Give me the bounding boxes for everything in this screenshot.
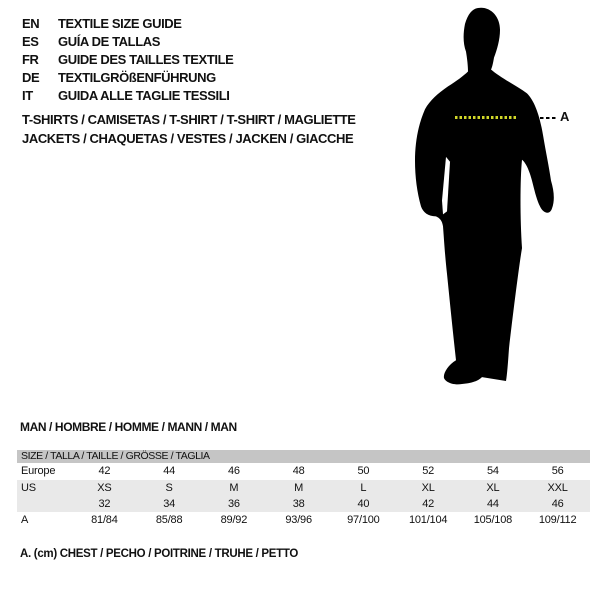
size-cell: 56 bbox=[551, 465, 564, 477]
language-title: GUIDE DES TAILLES TEXTILE bbox=[58, 52, 234, 67]
size-table bbox=[17, 450, 590, 529]
language-row bbox=[22, 69, 233, 87]
language-row bbox=[22, 51, 233, 69]
size-cell: 44 bbox=[486, 498, 499, 510]
size-cell: 32 bbox=[98, 498, 111, 510]
size-cell: M bbox=[229, 482, 239, 494]
size-cell: 89/92 bbox=[220, 514, 248, 526]
size-cell: 46 bbox=[551, 498, 564, 510]
language-row bbox=[22, 87, 233, 105]
language-title: GUÍA DE TALLAS bbox=[58, 34, 161, 49]
language-title: TEXTILGRÖßENFÜHRUNG bbox=[58, 70, 216, 85]
size-cell: 44 bbox=[163, 465, 176, 477]
language-title: GUIDA ALLE TAGLIE TESSILI bbox=[58, 88, 230, 103]
size-cell: 105/108 bbox=[473, 514, 513, 526]
size-cell: 52 bbox=[422, 465, 435, 477]
size-cell: 38 bbox=[292, 498, 305, 510]
size-cell: 34 bbox=[163, 498, 176, 510]
category-tshirts: T-SHIRTS / CAMISETAS / T-SHIRT / T-SHIRT / MAGLIETTE bbox=[22, 112, 356, 127]
garment-categories bbox=[22, 110, 356, 148]
size-cell: 97/100 bbox=[347, 514, 380, 526]
size-cell: 50 bbox=[357, 465, 370, 477]
table-row-europe bbox=[17, 463, 590, 480]
size-cell: S bbox=[165, 482, 173, 494]
man-silhouette-image bbox=[412, 6, 562, 388]
size-table-header: SIZE / TALLA / TAILLE / GRÖSSE / TAGLIA bbox=[17, 450, 590, 463]
table-row-us-numeric bbox=[17, 496, 590, 512]
language-code: FR bbox=[22, 52, 39, 67]
size-cell: M bbox=[294, 482, 304, 494]
size-cell: XS bbox=[97, 482, 112, 494]
size-cell: 54 bbox=[486, 465, 499, 477]
section-title: MAN / HOMBRE / HOMME / MANN / MAN bbox=[20, 420, 237, 434]
language-row bbox=[22, 15, 233, 33]
language-row bbox=[22, 33, 233, 51]
language-code: ES bbox=[22, 34, 39, 49]
row-label: A bbox=[21, 514, 29, 526]
size-cell: 40 bbox=[357, 498, 370, 510]
language-title: TEXTILE SIZE GUIDE bbox=[58, 16, 182, 31]
measure-pointer-dashes bbox=[540, 117, 557, 119]
size-cell: 101/104 bbox=[408, 514, 448, 526]
size-cell: 109/112 bbox=[538, 514, 577, 526]
chest-measure-dotted-line bbox=[455, 116, 517, 119]
language-list bbox=[22, 15, 233, 105]
language-code: DE bbox=[22, 70, 40, 85]
size-cell: 93/96 bbox=[285, 514, 312, 526]
measure-label-a: A bbox=[560, 109, 570, 124]
measurement-footnote: A. (cm) CHEST / PECHO / POITRINE / TRUHE / PETTO bbox=[20, 548, 299, 560]
size-cell: L bbox=[360, 482, 367, 494]
size-cell: 81/84 bbox=[91, 514, 118, 526]
size-cell: 46 bbox=[227, 465, 240, 477]
language-code: EN bbox=[22, 16, 40, 31]
size-cell: 42 bbox=[422, 498, 435, 510]
row-label bbox=[17, 496, 72, 512]
size-cell: 48 bbox=[292, 465, 305, 477]
row-label: Europe bbox=[21, 465, 56, 477]
table-row-us bbox=[17, 480, 590, 496]
language-code: IT bbox=[22, 88, 33, 103]
category-jackets: JACKETS / CHAQUETAS / VESTES / JACKEN / GIACCHE bbox=[22, 131, 354, 146]
size-cell: XXL bbox=[547, 482, 568, 494]
size-cell: XL bbox=[421, 482, 435, 494]
size-cell: 42 bbox=[98, 465, 111, 477]
size-cell: XL bbox=[486, 482, 500, 494]
row-label: US bbox=[21, 482, 36, 494]
size-cell: 85/88 bbox=[155, 514, 183, 526]
size-cell: 36 bbox=[227, 498, 240, 510]
table-row-chest-cm bbox=[17, 512, 590, 529]
